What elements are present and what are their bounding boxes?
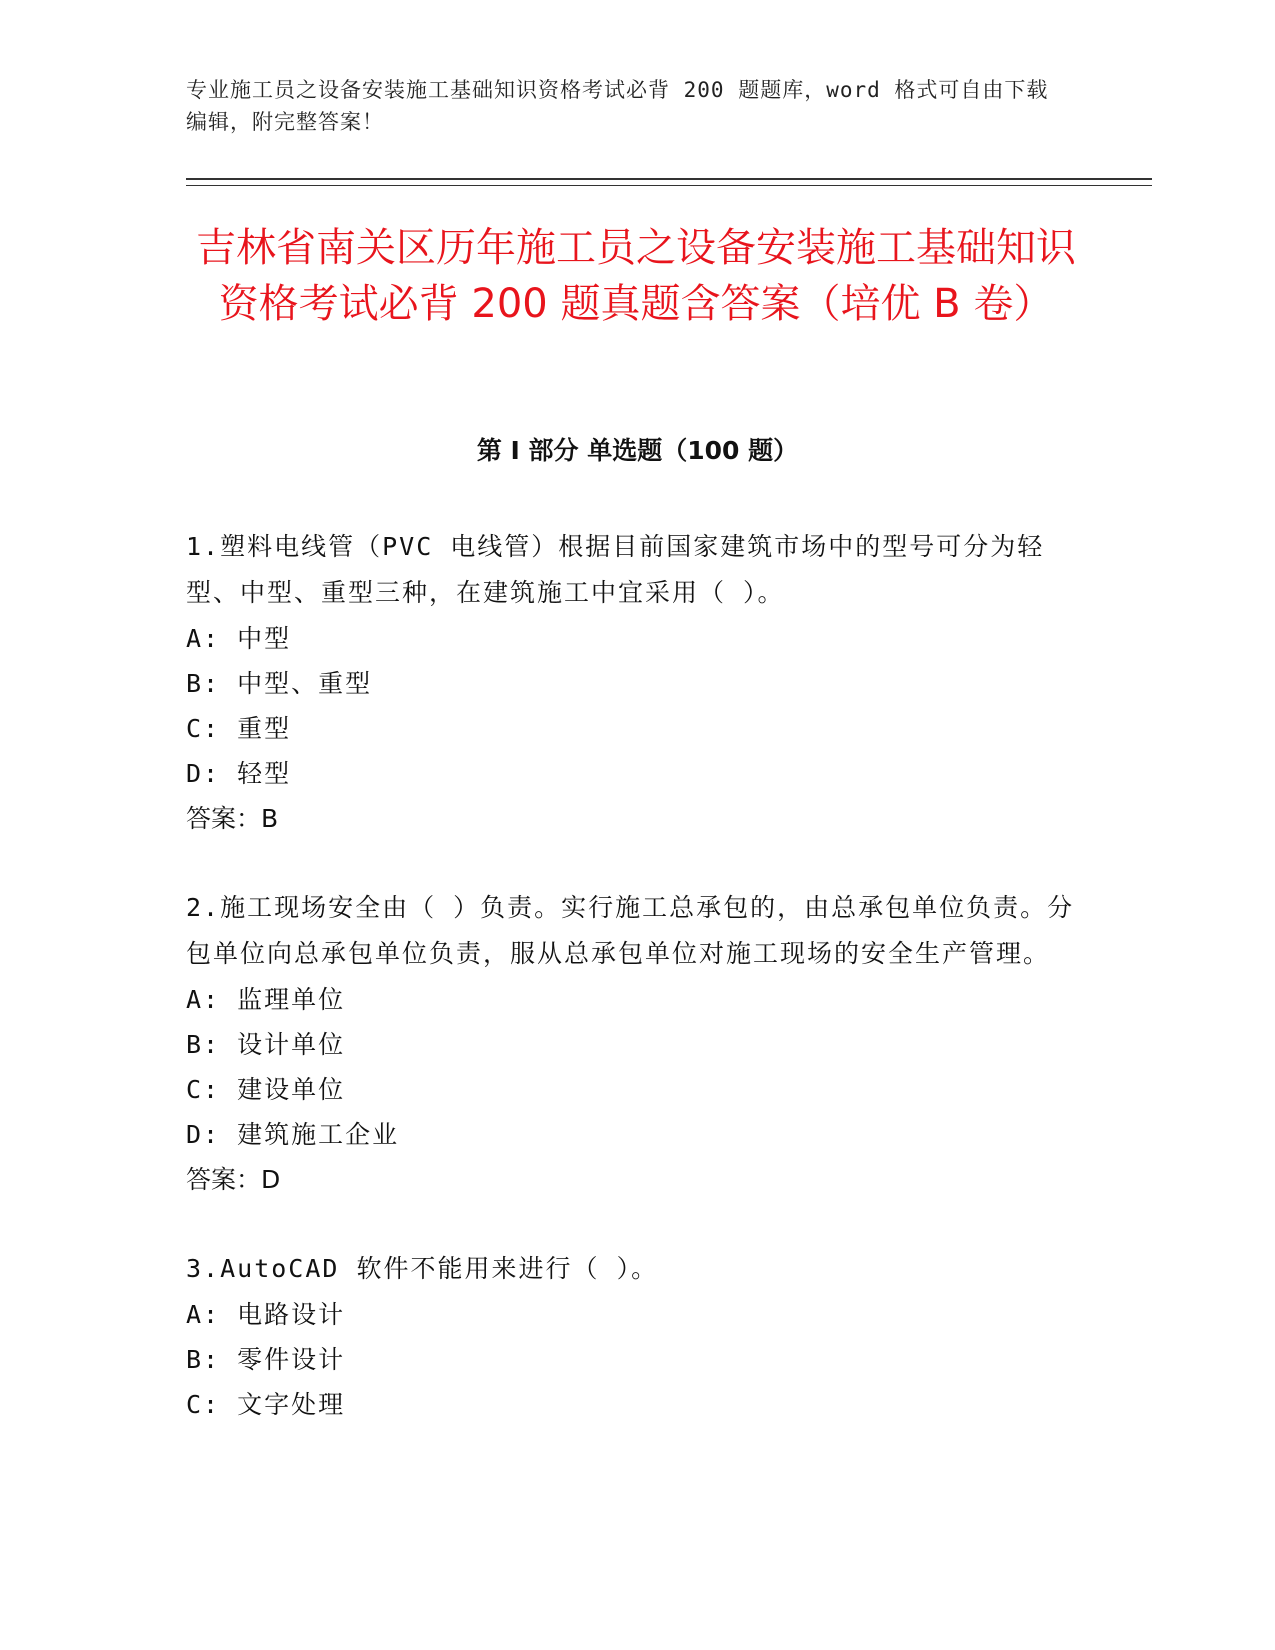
header-note: 专业施工员之设备安装施工基础知识资格考试必背 200 题题库，word 格式可自由下载编辑，附完整答案！ [186, 78, 1049, 134]
option-a: A: 电路设计 [186, 1300, 346, 1329]
document-title: 吉林省南关区历年施工员之设备安装施工基础知识资格考试必背 200 题真题含答案（培优 B 卷） [196, 225, 1076, 327]
question-3 [186, 1246, 1086, 1427]
option-a: A: 中型 [186, 624, 292, 653]
option-c: C: 建设单位 [186, 1075, 346, 1104]
option-b: B: 中型、重型 [186, 669, 373, 698]
option-b: B: 零件设计 [186, 1345, 346, 1374]
header-divider-thin [186, 185, 1152, 186]
option-c: C: 重型 [186, 714, 292, 743]
option-b: B: 设计单位 [186, 1030, 346, 1059]
option-c: C: 文字处理 [186, 1390, 346, 1419]
option-a: A: 监理单位 [186, 985, 346, 1014]
section-title: 第 I 部分 单选题（100 题） [476, 436, 799, 465]
question-stem: 3.AutoCAD 软件不能用来进行（ ）。 [186, 1254, 659, 1283]
option-d: D: 轻型 [186, 759, 292, 788]
option-d: D: 建筑施工企业 [186, 1120, 400, 1149]
answer-line: 答案：D [186, 1165, 281, 1194]
question-stem: 1.塑料电线管（PVC 电线管）根据目前国家建筑市场中的型号可分为轻型、中型、重型三种，在建筑施工中宜采用（ ）。 [186, 532, 1045, 607]
question-2 [186, 885, 1086, 1202]
question-1 [186, 524, 1086, 841]
header-divider-thick [186, 178, 1152, 180]
question-stem: 2.施工现场安全由（ ）负责。实行施工总承包的，由总承包单位负责。分包单位向总承包单位负责，服从总承包单位对施工现场的安全生产管理。 [186, 893, 1075, 968]
question-list [186, 524, 1086, 1471]
answer-line: 答案：B [186, 804, 279, 833]
